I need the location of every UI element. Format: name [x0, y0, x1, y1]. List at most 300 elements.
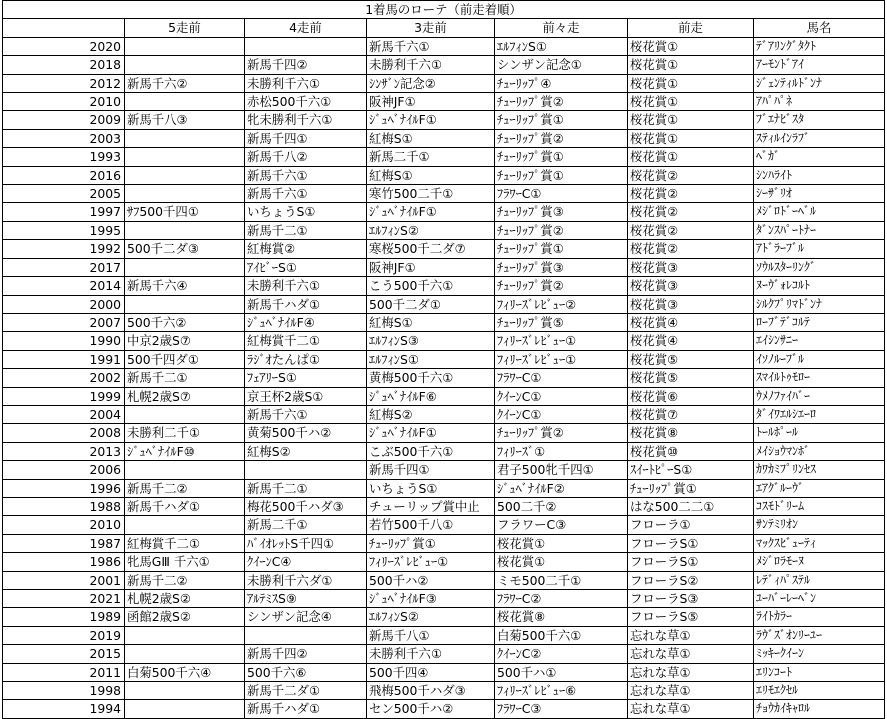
year-cell[interactable]: 2016: [3, 166, 125, 184]
race-cell[interactable]: ﾁｭｰﾘｯﾌﾟ賞①: [495, 148, 628, 166]
year-cell[interactable]: 2015: [3, 645, 125, 663]
race-cell[interactable]: 桜花賞②: [628, 203, 754, 221]
race-cell[interactable]: 忘れな草①: [628, 700, 754, 718]
horse-name-cell[interactable]: ﾁｮｳｶｲｷｬﾛﾙ: [754, 700, 885, 718]
horse-name-cell[interactable]: ﾐｯｷｰｸｲｰﾝ: [754, 645, 885, 663]
horse-name-cell[interactable]: ﾛｰﾌﾞﾃﾞｺﾙﾃ: [754, 313, 885, 331]
race-cell[interactable]: 未勝利二千①: [125, 424, 245, 442]
race-cell[interactable]: 500二千②: [495, 497, 628, 515]
race-cell[interactable]: ｼﾞｭﾍﾞﾅｲﾙF③: [367, 590, 495, 608]
race-cell[interactable]: ｽｲｰﾄﾋﾟｰS①: [628, 461, 754, 479]
race-cell[interactable]: 紅梅賞千二①: [125, 534, 245, 552]
race-cell[interactable]: ｼﾞｭﾍﾞﾅｲﾙF⑥: [367, 387, 495, 405]
race-cell[interactable]: 新馬千四②: [245, 56, 367, 74]
year-cell[interactable]: 2011: [3, 663, 125, 681]
horse-name-cell[interactable]: ﾄｰﾙﾎﾟｰﾙ: [754, 424, 885, 442]
race-cell[interactable]: ﾁｭｰﾘｯﾌﾟ賞⑤: [495, 313, 628, 331]
race-cell[interactable]: シンザン記念④: [245, 608, 367, 626]
race-cell[interactable]: [125, 645, 245, 663]
table-row: [3, 369, 885, 387]
race-cell[interactable]: ｼﾞｭﾍﾞﾅｲﾙF①: [367, 111, 495, 129]
race-cell[interactable]: いちょうS①: [245, 203, 367, 221]
year-cell[interactable]: 1996: [3, 479, 125, 497]
race-cell[interactable]: 新馬二千①: [367, 148, 495, 166]
year-cell[interactable]: 1989: [3, 608, 125, 626]
table-row: [3, 663, 885, 681]
race-cell[interactable]: [125, 166, 245, 184]
year-cell[interactable]: 1993: [3, 148, 125, 166]
race-cell[interactable]: 寒竹500二千①: [367, 185, 495, 203]
race-cell[interactable]: 桜花賞②: [628, 240, 754, 258]
year-cell[interactable]: 2005: [3, 185, 125, 203]
table-row: [3, 166, 885, 184]
race-cell[interactable]: フローラS①: [628, 534, 754, 552]
race-cell[interactable]: 忘れな草①: [628, 626, 754, 644]
race-cell[interactable]: 黄梅500千六①: [367, 369, 495, 387]
table-row: [3, 682, 885, 700]
race-cell[interactable]: ﾁｭｰﾘｯﾌﾟ賞①: [628, 479, 754, 497]
horse-name-cell[interactable]: ｿｳﾙｽﾀｰﾘﾝｸﾞ: [754, 258, 885, 276]
race-cell[interactable]: ﾁｭｰﾘｯﾌﾟ賞①: [367, 534, 495, 552]
race-cell[interactable]: 紅梅賞千二①: [245, 332, 367, 350]
horse-name-cell[interactable]: ﾕｰﾊﾞｰﾚｰﾍﾞﾝ: [754, 590, 885, 608]
race-cell[interactable]: ﾌｨﾘｰｽﾞﾚﾋﾞｭｰ①: [495, 350, 628, 368]
year-cell[interactable]: 2006: [3, 461, 125, 479]
race-cell[interactable]: 新馬千二②: [125, 479, 245, 497]
table-title: 1着馬のローテ（前走着順）: [3, 1, 885, 19]
race-cell[interactable]: [125, 682, 245, 700]
year-cell[interactable]: 2000: [3, 295, 125, 313]
race-cell[interactable]: 新馬千四②: [245, 645, 367, 663]
race-cell[interactable]: 桜花賞①: [628, 148, 754, 166]
horse-name-cell[interactable]: ｲｿﾉﾙｰﾌﾞﾙ: [754, 350, 885, 368]
race-cell[interactable]: 未勝利千六①: [367, 56, 495, 74]
horse-name-cell[interactable]: ｴﾘﾓｴｸｾﾙ: [754, 682, 885, 700]
horse-name-cell[interactable]: ﾇｰｳﾞｫﾚｺﾙﾄ: [754, 277, 885, 295]
year-cell[interactable]: 1992: [3, 240, 125, 258]
race-cell[interactable]: [245, 626, 367, 644]
year-cell[interactable]: 2020: [3, 37, 125, 55]
horse-name-cell[interactable]: ﾒｲｼｮｳﾏﾝﾎﾞ: [754, 442, 885, 460]
table-row: [3, 553, 885, 571]
race-cell[interactable]: 札幌2歳S⑦: [125, 387, 245, 405]
table-row: [3, 350, 885, 368]
race-cell[interactable]: [125, 129, 245, 147]
year-cell[interactable]: 2003: [3, 129, 125, 147]
race-cell[interactable]: ｴﾙﾌｨﾝS③: [367, 332, 495, 350]
race-cell[interactable]: ｴﾙﾌｨﾝS②: [367, 221, 495, 239]
race-cell[interactable]: [125, 461, 245, 479]
race-cell[interactable]: 桜花賞④: [628, 313, 754, 331]
race-cell[interactable]: [125, 37, 245, 55]
race-cell[interactable]: 桜花賞②: [628, 221, 754, 239]
race-cell[interactable]: [125, 221, 245, 239]
race-cell[interactable]: 桜花賞③: [628, 277, 754, 295]
table-row: [3, 56, 885, 74]
horse-name-cell[interactable]: ﾃﾞｱﾘﾝｸﾞﾀｸﾄ: [754, 37, 885, 55]
horse-name-cell[interactable]: ｽﾃｨﾙｲﾝﾗﾌﾞ: [754, 129, 885, 147]
horse-name-cell[interactable]: ｼﾞｪﾝﾃｨﾙﾄﾞﾝﾅ: [754, 74, 885, 92]
race-cell[interactable]: ﾊﾞｲｵﾚｯﾄS千四①: [245, 534, 367, 552]
race-cell[interactable]: 桜花賞①: [628, 74, 754, 92]
race-cell[interactable]: 飛梅500千ハダ③: [367, 682, 495, 700]
table-row: [3, 148, 885, 166]
race-cell[interactable]: ﾁｭｰﾘｯﾌﾟ賞①: [495, 111, 628, 129]
race-cell[interactable]: ｸｲｰﾝC④: [245, 553, 367, 571]
race-cell[interactable]: シンザン記念①: [495, 56, 628, 74]
race-cell[interactable]: 牝馬GⅢ 千六①: [125, 553, 245, 571]
race-cell[interactable]: ｸｲｰﾝC①: [495, 387, 628, 405]
race-cell[interactable]: 桜花賞①: [628, 111, 754, 129]
horse-name-cell[interactable]: ｽﾏｲﾙﾄｩﾓﾛｰ: [754, 369, 885, 387]
race-cell[interactable]: 紅梅S①: [367, 166, 495, 184]
race-cell[interactable]: 紅梅S②: [367, 405, 495, 423]
race-cell[interactable]: 新馬千四①: [367, 461, 495, 479]
race-cell[interactable]: 500千二ダ①: [367, 295, 495, 313]
race-cell[interactable]: 桜花賞①: [495, 534, 628, 552]
race-cell[interactable]: 桜花賞⑤: [628, 350, 754, 368]
race-cell[interactable]: ﾌｪｱﾘｰS①: [245, 369, 367, 387]
race-cell[interactable]: 阪神JF①: [367, 93, 495, 111]
race-cell[interactable]: [125, 258, 245, 276]
header-cell: 3走前: [367, 19, 495, 37]
race-cell[interactable]: ﾌｨﾘｰｽﾞﾚﾋﾞｭｰ①: [367, 553, 495, 571]
race-cell[interactable]: 新馬千六①: [367, 37, 495, 55]
year-cell[interactable]: 1997: [3, 203, 125, 221]
race-cell[interactable]: ﾌﾗﾜｰC③: [495, 700, 628, 718]
race-cell[interactable]: 桜花賞③: [628, 258, 754, 276]
horse-name-cell[interactable]: ﾀﾞｲﾜｴﾙｼｴｰﾛ: [754, 405, 885, 423]
race-cell[interactable]: 500千四ダ①: [125, 350, 245, 368]
race-cell[interactable]: 忘れな草①: [628, 663, 754, 681]
race-cell[interactable]: 新馬千六①: [245, 185, 367, 203]
table-row: [3, 571, 885, 589]
race-cell[interactable]: 500千ハ②: [367, 571, 495, 589]
race-cell[interactable]: 500千六②: [125, 313, 245, 331]
race-cell[interactable]: [125, 405, 245, 423]
table-row: [3, 313, 885, 331]
race-cell[interactable]: はな500二二①: [628, 497, 754, 515]
race-cell[interactable]: ﾁｭｰﾘｯﾌﾟ賞②: [495, 93, 628, 111]
year-cell[interactable]: 2008: [3, 424, 125, 442]
horse-name-cell[interactable]: ﾌﾞｴﾅﾋﾞｽﾀ: [754, 111, 885, 129]
race-cell[interactable]: 忘れな草①: [628, 645, 754, 663]
horse-name-cell[interactable]: ｻﾝﾃﾐﾘｵﾝ: [754, 516, 885, 534]
race-cell[interactable]: ﾌｨﾘｰｽﾞﾚﾋﾞｭｰ①: [495, 332, 628, 350]
year-cell[interactable]: 2014: [3, 277, 125, 295]
race-cell[interactable]: 新馬千八①: [367, 626, 495, 644]
header-cell: 5走前: [125, 19, 245, 37]
race-cell[interactable]: 桜花賞⑩: [628, 442, 754, 460]
year-cell[interactable]: 2010: [3, 93, 125, 111]
year-cell[interactable]: 1999: [3, 387, 125, 405]
race-cell[interactable]: 新馬千六②: [125, 74, 245, 92]
horse-name-cell[interactable]: ｱﾊﾟﾊﾟﾈ: [754, 93, 885, 111]
race-cell[interactable]: 桜花賞③: [628, 295, 754, 313]
race-cell[interactable]: いちょうS①: [367, 479, 495, 497]
race-cell[interactable]: 忘れな草①: [628, 682, 754, 700]
race-cell[interactable]: ﾁｭｰﾘｯﾌﾟ賞②: [495, 129, 628, 147]
race-cell[interactable]: [125, 93, 245, 111]
race-cell[interactable]: 500千二ダ③: [125, 240, 245, 258]
horse-name-cell[interactable]: ﾒｼﾞﾛﾗﾓｰﾇ: [754, 553, 885, 571]
table-row: [3, 608, 885, 626]
year-cell[interactable]: 1987: [3, 534, 125, 552]
year-cell[interactable]: 2001: [3, 571, 125, 589]
race-cell[interactable]: 桜花賞②: [628, 166, 754, 184]
race-cell[interactable]: 京王杯2歳S①: [245, 387, 367, 405]
race-cell[interactable]: 新馬千二①: [245, 221, 367, 239]
year-cell[interactable]: 1986: [3, 553, 125, 571]
horse-name-cell[interactable]: ﾏｯｸｽﾋﾞｭｰﾃｨ: [754, 534, 885, 552]
year-cell[interactable]: 1998: [3, 682, 125, 700]
race-cell[interactable]: ﾁｭｰﾘｯﾌﾟ賞①: [495, 166, 628, 184]
year-cell[interactable]: 1990: [3, 332, 125, 350]
race-cell[interactable]: 新馬千ハダ①: [125, 497, 245, 515]
race-cell[interactable]: [125, 516, 245, 534]
race-cell[interactable]: ｼﾞｭﾍﾞﾅｲﾙF④: [245, 313, 367, 331]
race-cell[interactable]: 紅梅賞②: [245, 240, 367, 258]
race-cell[interactable]: 桜花賞⑥: [628, 387, 754, 405]
race-cell[interactable]: セン500千ハ②: [367, 700, 495, 718]
race-cell[interactable]: 500千四④: [367, 663, 495, 681]
table-body: [3, 37, 885, 718]
race-cell[interactable]: ｴﾙﾌｨﾝS①: [495, 37, 628, 55]
race-cell[interactable]: フローラS⑤: [628, 608, 754, 626]
race-cell[interactable]: チューリップ賞中止: [367, 497, 495, 515]
race-cell[interactable]: 白菊500千六④: [125, 663, 245, 681]
race-cell[interactable]: 桜花賞⑦: [628, 405, 754, 423]
table-row: [3, 111, 885, 129]
race-cell[interactable]: 桜花賞⑧: [628, 424, 754, 442]
year-cell[interactable]: 2021: [3, 590, 125, 608]
race-cell[interactable]: 寒桜500千二ダ⑦: [367, 240, 495, 258]
horse-name-cell[interactable]: ｶﾜｶﾐﾌﾟﾘﾝｾｽ: [754, 461, 885, 479]
race-cell[interactable]: 牝未勝利千六①: [245, 111, 367, 129]
table-row: [3, 626, 885, 644]
race-cell[interactable]: 未勝利千六①: [245, 74, 367, 92]
race-cell[interactable]: [125, 295, 245, 313]
race-cell[interactable]: 札幌2歳S②: [125, 590, 245, 608]
spreadsheet: [2, 0, 885, 719]
table-row: [3, 258, 885, 276]
table-row: [3, 277, 885, 295]
horse-name-cell[interactable]: ｼﾝﾊﾗｲﾄ: [754, 166, 885, 184]
race-cell[interactable]: 桜花賞①: [628, 129, 754, 147]
header-cell: 馬名: [754, 19, 885, 37]
race-cell[interactable]: 桜花賞①: [628, 37, 754, 55]
year-cell[interactable]: 2013: [3, 442, 125, 460]
race-cell[interactable]: 赤松500千六①: [245, 93, 367, 111]
race-cell[interactable]: 梅花500千ハダ③: [245, 497, 367, 515]
table-row: [3, 185, 885, 203]
race-cell[interactable]: [245, 461, 367, 479]
race-cell[interactable]: 桜花賞⑤: [628, 369, 754, 387]
race-cell[interactable]: ﾌｨﾘｰｽﾞﾚﾋﾞｭｰ⑥: [495, 682, 628, 700]
horse-name-cell[interactable]: ｱﾄﾞﾗｰﾌﾞﾙ: [754, 240, 885, 258]
table-row: [3, 424, 885, 442]
table-row: [3, 442, 885, 460]
race-cell[interactable]: 新馬千八③: [125, 111, 245, 129]
race-cell[interactable]: こう500千六①: [367, 277, 495, 295]
race-cell[interactable]: 新馬千ハダ①: [245, 700, 367, 718]
race-cell[interactable]: ﾌｨﾘｰｽﾞ①: [495, 442, 628, 460]
race-cell[interactable]: こぶ500千六①: [367, 442, 495, 460]
horse-name-cell[interactable]: ｴｱｸﾞﾙｰｳﾞ: [754, 479, 885, 497]
race-cell[interactable]: フラワーC③: [495, 516, 628, 534]
race-cell[interactable]: ｱﾙﾃﾐｽS⑨: [245, 590, 367, 608]
race-cell[interactable]: 紅梅S①: [367, 129, 495, 147]
horse-name-cell[interactable]: ﾗｲﾄｶﾗｰ: [754, 608, 885, 626]
year-cell[interactable]: 2017: [3, 258, 125, 276]
horse-name-cell[interactable]: ｴﾘﾝｺｰﾄ: [754, 663, 885, 681]
horse-name-cell[interactable]: ﾗｳﾞｽﾞｵﾝﾘｰﾕｰ: [754, 626, 885, 644]
race-cell[interactable]: [125, 185, 245, 203]
race-cell[interactable]: ﾌﾗﾜｰC②: [495, 590, 628, 608]
horse-name-cell[interactable]: ｱｰﾓﾝﾄﾞｱｲ: [754, 56, 885, 74]
race-cell[interactable]: 新馬千六④: [125, 277, 245, 295]
race-cell[interactable]: ﾁｭｰﾘｯﾌﾟ賞②: [495, 424, 628, 442]
horse-name-cell[interactable]: ﾚﾃﾞｨﾊﾟｽﾃﾙ: [754, 571, 885, 589]
race-cell[interactable]: [125, 700, 245, 718]
race-cell[interactable]: 中京2歳S⑦: [125, 332, 245, 350]
horse-name-cell[interactable]: ﾍﾞｶﾞ: [754, 148, 885, 166]
table-row: [3, 479, 885, 497]
race-cell[interactable]: [125, 148, 245, 166]
year-cell[interactable]: 2002: [3, 369, 125, 387]
race-cell[interactable]: 新馬千八②: [245, 148, 367, 166]
horse-name-cell[interactable]: ｳﾒﾉﾌｧｲﾊﾞｰ: [754, 387, 885, 405]
header-cell: 4走前: [245, 19, 367, 37]
table-row: [3, 129, 885, 147]
race-cell[interactable]: ｱｲﾋﾞｰS①: [245, 258, 367, 276]
table-row: [3, 590, 885, 608]
race-cell[interactable]: 新馬千二ダ①: [245, 682, 367, 700]
horse-name-cell[interactable]: ﾀﾞﾝｽﾊﾟｰﾄﾅｰ: [754, 221, 885, 239]
race-cell[interactable]: ﾁｭｰﾘｯﾌﾟ賞②: [495, 277, 628, 295]
race-cell[interactable]: 未勝利千六ダ①: [245, 571, 367, 589]
race-cell[interactable]: フローラS③: [628, 590, 754, 608]
race-cell[interactable]: 函館2歳S②: [125, 608, 245, 626]
header-row: [3, 19, 885, 37]
race-cell[interactable]: ｻﾌ500千四①: [125, 203, 245, 221]
race-cell[interactable]: 黄菊500千ハ②: [245, 424, 367, 442]
race-cell[interactable]: ｼﾞｭﾍﾞﾅｲﾙF②: [495, 479, 628, 497]
race-cell[interactable]: ｼﾞｭﾍﾞﾅｲﾙF①: [367, 203, 495, 221]
year-cell[interactable]: 1988: [3, 497, 125, 515]
title-row: [3, 1, 885, 19]
race-cell[interactable]: ﾗｼﾞｵたんぱ①: [245, 350, 367, 368]
race-cell[interactable]: ﾁｭｰﾘｯﾌﾟ賞②: [495, 221, 628, 239]
race-cell[interactable]: [125, 56, 245, 74]
race-cell[interactable]: ｴﾙﾌｨﾝS①: [367, 350, 495, 368]
race-cell[interactable]: 未勝利千六①: [367, 645, 495, 663]
year-cell[interactable]: 1991: [3, 350, 125, 368]
race-cell[interactable]: 紅梅S①: [367, 313, 495, 331]
header-cell: 前々走: [495, 19, 628, 37]
horse-name-cell[interactable]: ﾒｼﾞﾛﾄﾞｰﾍﾞﾙ: [754, 203, 885, 221]
rotation-table: [2, 0, 885, 719]
horse-name-cell[interactable]: ｴｲｼﾝｻﾆｰ: [754, 332, 885, 350]
year-cell[interactable]: 2009: [3, 111, 125, 129]
race-cell[interactable]: 新馬千二①: [125, 369, 245, 387]
race-cell[interactable]: ﾌﾗﾜｰC①: [495, 185, 628, 203]
horse-name-cell[interactable]: ｼｰｻﾞﾘｵ: [754, 185, 885, 203]
race-cell[interactable]: フローラS①: [628, 553, 754, 571]
race-cell[interactable]: 新馬千六①: [245, 405, 367, 423]
year-cell[interactable]: 2007: [3, 313, 125, 331]
race-cell[interactable]: ﾁｭｰﾘｯﾌﾟ賞③: [495, 258, 628, 276]
race-cell[interactable]: 阪神JF①: [367, 258, 495, 276]
race-cell[interactable]: 新馬千二①: [245, 479, 367, 497]
race-cell[interactable]: 桜花賞②: [628, 185, 754, 203]
race-cell[interactable]: [125, 626, 245, 644]
race-cell[interactable]: ﾁｭｰﾘｯﾌﾟ賞①: [495, 240, 628, 258]
table-row: [3, 37, 885, 55]
race-cell[interactable]: 新馬千四①: [245, 129, 367, 147]
race-cell[interactable]: フローラS②: [628, 571, 754, 589]
race-cell[interactable]: 若竹500千八①: [367, 516, 495, 534]
year-cell[interactable]: 2010: [3, 516, 125, 534]
race-cell[interactable]: 500千ハ①: [495, 663, 628, 681]
race-cell[interactable]: ﾌｨﾘｰｽﾞﾚﾋﾞｭｰ②: [495, 295, 628, 313]
header-cell: [3, 19, 125, 37]
race-cell[interactable]: 新馬千六①: [245, 166, 367, 184]
race-cell[interactable]: 白菊500千六①: [495, 626, 628, 644]
horse-name-cell[interactable]: ｺｽﾓﾄﾞﾘｰﾑ: [754, 497, 885, 515]
year-cell[interactable]: 2004: [3, 405, 125, 423]
race-cell[interactable]: [245, 37, 367, 55]
race-cell[interactable]: 500千六⑥: [245, 663, 367, 681]
race-cell[interactable]: 桜花賞①: [628, 93, 754, 111]
year-cell[interactable]: 1994: [3, 700, 125, 718]
race-cell[interactable]: ｼﾞｭﾍﾞﾅｲﾙF①: [367, 424, 495, 442]
race-cell[interactable]: 桜花賞⑧: [495, 608, 628, 626]
year-cell[interactable]: 2018: [3, 56, 125, 74]
table-row: [3, 221, 885, 239]
horse-name-cell[interactable]: ｼﾙｸﾌﾟﾘﾏﾄﾞﾝﾅ: [754, 295, 885, 313]
race-cell[interactable]: 新馬千二②: [125, 571, 245, 589]
race-cell[interactable]: 桜花賞①: [495, 553, 628, 571]
year-cell[interactable]: 2019: [3, 626, 125, 644]
race-cell[interactable]: ｸｲｰﾝC①: [495, 405, 628, 423]
race-cell[interactable]: 新馬二千①: [245, 516, 367, 534]
race-cell[interactable]: ｸｲｰﾝC②: [495, 645, 628, 663]
table-row: [3, 203, 885, 221]
table-row: [3, 516, 885, 534]
race-cell[interactable]: 桜花賞④: [628, 332, 754, 350]
race-cell[interactable]: 未勝利千六①: [245, 277, 367, 295]
race-cell[interactable]: 君子500牝千四①: [495, 461, 628, 479]
race-cell[interactable]: ｼﾞｭﾍﾞﾅｲﾙF⑩: [125, 442, 245, 460]
race-cell[interactable]: 桜花賞①: [628, 56, 754, 74]
table-row: [3, 534, 885, 552]
race-cell[interactable]: ﾁｭｰﾘｯﾌﾟ賞③: [495, 203, 628, 221]
race-cell[interactable]: ﾌﾗﾜｰC①: [495, 369, 628, 387]
race-cell[interactable]: 紅梅S②: [245, 442, 367, 460]
race-cell[interactable]: ﾁｭｰﾘｯﾌﾟ④: [495, 74, 628, 92]
race-cell[interactable]: ｼﾝｻﾞﾝ記念②: [367, 74, 495, 92]
year-cell[interactable]: 1995: [3, 221, 125, 239]
table-row: [3, 387, 885, 405]
race-cell[interactable]: ｴﾙﾌｨﾝS②: [367, 608, 495, 626]
race-cell[interactable]: ミモ500二千①: [495, 571, 628, 589]
table-row: [3, 700, 885, 718]
race-cell[interactable]: 新馬千ハダ①: [245, 295, 367, 313]
table-row: [3, 93, 885, 111]
race-cell[interactable]: フローラ①: [628, 516, 754, 534]
year-cell[interactable]: 2012: [3, 74, 125, 92]
